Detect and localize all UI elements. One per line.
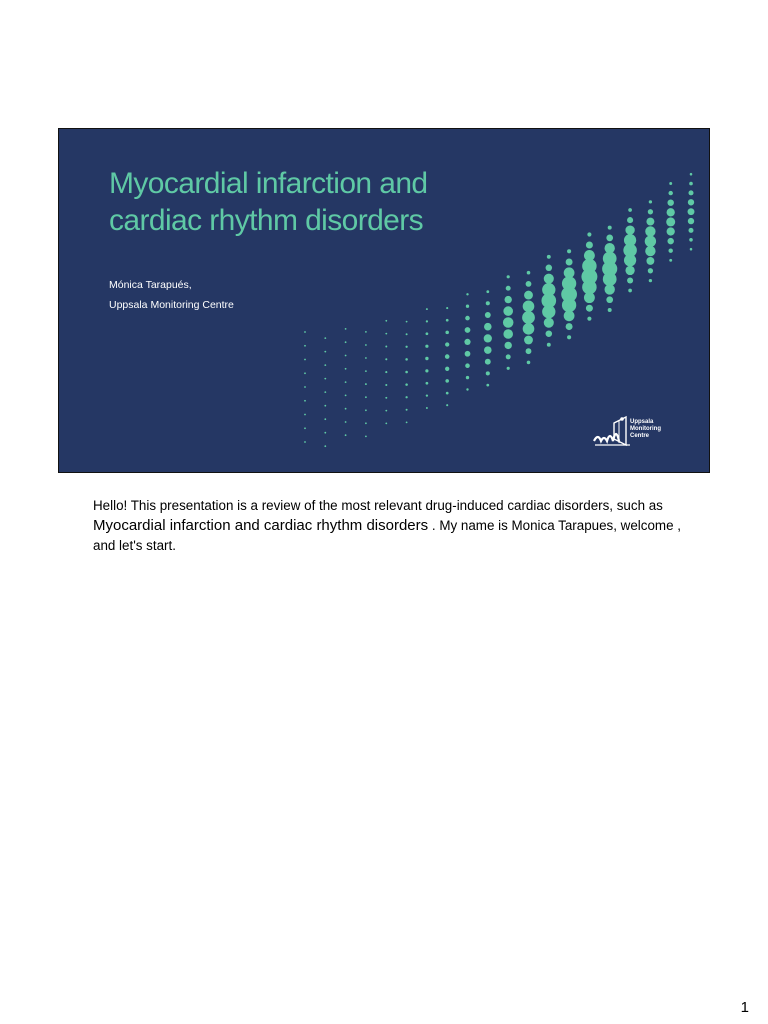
- decorative-dot: [426, 394, 428, 396]
- decorative-dot: [466, 388, 468, 390]
- decorative-dot: [646, 218, 654, 226]
- slide-author: Mónica Tarapués,: [109, 279, 192, 291]
- decorative-dot: [485, 359, 491, 365]
- decorative-dot: [689, 182, 693, 186]
- decorative-dot: [465, 351, 471, 357]
- decorative-dot: [426, 332, 429, 335]
- decorative-dot: [688, 228, 693, 233]
- decorative-dot: [385, 333, 387, 335]
- logo-text-line-3: Centre: [630, 433, 650, 439]
- decorative-dot: [324, 378, 326, 380]
- decorative-dot: [649, 200, 652, 203]
- decorative-dot: [345, 341, 347, 343]
- decorative-dot: [445, 379, 449, 383]
- decorative-dot: [524, 291, 533, 300]
- decorative-dot: [627, 277, 633, 283]
- decorative-dot: [405, 346, 407, 348]
- decorative-dot: [465, 363, 470, 368]
- decorative-dot: [523, 323, 535, 335]
- slide-thumbnail: [58, 128, 710, 473]
- decorative-dot: [345, 368, 347, 370]
- umc-logo: [592, 415, 672, 451]
- decorative-dot: [544, 274, 554, 284]
- decorative-dot: [385, 397, 387, 399]
- decorative-dot: [324, 351, 326, 353]
- decorative-dot: [645, 236, 656, 247]
- decorative-dot: [304, 331, 306, 333]
- slide-organization: Uppsala Monitoring Centre: [109, 299, 234, 311]
- decorative-dot: [646, 257, 654, 265]
- decorative-dot: [542, 305, 555, 318]
- decorative-dot: [546, 330, 553, 337]
- decorative-dot: [645, 226, 655, 236]
- decorative-dot: [304, 441, 306, 443]
- decorative-dot: [567, 249, 571, 253]
- decorative-dot: [426, 308, 428, 310]
- decorative-dot: [464, 339, 470, 345]
- decorative-dot: [624, 254, 636, 266]
- decorative-dot: [667, 227, 675, 235]
- decorative-dot: [666, 217, 675, 226]
- decorative-dot: [445, 342, 449, 346]
- decorative-dot: [628, 208, 632, 212]
- speaker-notes: [93, 496, 693, 556]
- decorative-dot: [405, 358, 408, 361]
- decorative-dot: [603, 272, 617, 286]
- decorative-dot: [324, 432, 326, 434]
- notes-part-2: . My name is Monica Tarapues, welcome , and let's start.: [93, 518, 681, 553]
- decorative-dot: [406, 422, 408, 424]
- decorative-dot: [587, 317, 591, 321]
- decorative-dot: [506, 286, 511, 291]
- decorative-dot: [304, 427, 306, 429]
- logo-text: [630, 419, 661, 440]
- decorative-dot: [484, 334, 492, 342]
- decorative-dot: [405, 383, 408, 386]
- decorative-dot: [524, 336, 533, 345]
- decorative-dot: [446, 392, 449, 395]
- decorative-dot: [405, 371, 408, 374]
- decorative-dot: [669, 182, 672, 185]
- decorative-dot: [385, 346, 387, 348]
- slide-title: [109, 165, 529, 239]
- decorative-dot: [608, 308, 612, 312]
- decorative-dot: [385, 423, 387, 425]
- decorative-dot: [365, 357, 367, 359]
- decorative-dot: [345, 408, 347, 410]
- decorative-dot: [405, 396, 407, 398]
- decorative-dot: [503, 317, 514, 328]
- decorative-dot: [625, 225, 634, 234]
- decorative-dot: [564, 310, 575, 321]
- decorative-dot: [648, 209, 653, 214]
- decorative-dot: [324, 391, 326, 393]
- decorative-dot: [466, 376, 469, 379]
- decorative-dot: [385, 358, 387, 360]
- decorative-dot: [465, 327, 471, 333]
- decorative-dot: [304, 400, 306, 402]
- decorative-dot: [445, 331, 449, 335]
- notes-part-1: Hello! This presentation is a review of the most relevant drug-induced cardiac disorders, such as: [93, 498, 663, 513]
- decorative-dot: [523, 300, 535, 312]
- decorative-dot: [304, 359, 306, 361]
- decorative-dot: [527, 271, 531, 275]
- decorative-dot: [649, 279, 652, 282]
- decorative-dot: [365, 370, 367, 372]
- decorative-dot: [503, 306, 513, 316]
- decorative-dot: [688, 190, 693, 195]
- decorative-dot: [526, 281, 532, 287]
- decorative-dot: [304, 386, 306, 388]
- logo-text-line-1: Uppsala: [630, 419, 654, 425]
- decorative-dot: [667, 199, 673, 205]
- decorative-dot: [466, 305, 469, 308]
- decorative-dot: [544, 318, 554, 328]
- decorative-dot: [547, 343, 551, 347]
- decorative-dot: [627, 217, 633, 223]
- decorative-dot: [605, 284, 615, 294]
- decorative-dot: [505, 342, 512, 349]
- decorative-dot: [566, 323, 573, 330]
- decorative-dot: [365, 331, 367, 333]
- decorative-dot: [466, 293, 468, 295]
- decorative-dot: [486, 301, 490, 305]
- decorative-dot: [445, 354, 450, 359]
- decorative-dot: [645, 246, 655, 256]
- decorative-dot: [345, 434, 347, 436]
- decorative-dot: [486, 371, 490, 375]
- decorative-dot: [587, 232, 591, 236]
- decorative-dot: [503, 329, 513, 339]
- decorative-dot: [324, 337, 326, 339]
- decorative-dot: [648, 268, 653, 273]
- decorative-dot: [425, 345, 428, 348]
- decorative-dot: [324, 418, 326, 420]
- decorative-dot: [365, 396, 367, 398]
- decorative-dot: [484, 323, 492, 331]
- decorative-dot: [345, 355, 347, 357]
- decorative-dot: [345, 328, 347, 330]
- decorative-dot: [667, 208, 675, 216]
- decorative-dot: [628, 289, 632, 293]
- decorative-dot: [486, 290, 489, 293]
- decorative-dot: [426, 320, 428, 322]
- slide-title-line-1: Myocardial infarction and: [109, 167, 428, 200]
- decorative-dot: [690, 248, 693, 251]
- decorative-dot: [385, 320, 387, 322]
- decorative-dot: [586, 241, 593, 248]
- decorative-dot: [688, 218, 694, 224]
- decorative-dot: [446, 307, 448, 309]
- decorative-dot: [385, 410, 387, 412]
- decorative-dot: [365, 422, 367, 424]
- decorative-dot: [465, 316, 470, 321]
- decorative-dot: [486, 384, 489, 387]
- decorative-dot: [425, 369, 428, 372]
- decorative-dot: [484, 346, 492, 354]
- decorative-dot: [608, 226, 612, 230]
- decorative-dot: [385, 384, 387, 386]
- decorative-dot: [625, 266, 634, 275]
- notes-highlight: Myocardial infarction and cardiac rhythm disorders: [93, 517, 429, 534]
- decorative-dot: [385, 371, 387, 373]
- decorative-dot: [485, 312, 491, 318]
- decorative-dot: [689, 238, 693, 242]
- decorative-dot: [304, 414, 306, 416]
- decorative-dot: [507, 367, 510, 370]
- decorative-dot: [688, 199, 694, 205]
- decorative-dot: [690, 173, 693, 176]
- decorative-dot: [304, 345, 306, 347]
- decorative-dot: [547, 255, 551, 259]
- decorative-dot: [562, 298, 576, 312]
- decorative-dot: [546, 265, 553, 272]
- decorative-dot: [606, 296, 613, 303]
- decorative-dot: [522, 311, 535, 324]
- decorative-dot: [445, 367, 449, 371]
- decorative-dot: [526, 348, 532, 354]
- decorative-dot: [505, 296, 512, 303]
- decorative-dot: [406, 321, 408, 323]
- decorative-dot: [425, 357, 428, 360]
- decorative-dot: [345, 381, 347, 383]
- decorative-dot: [446, 319, 449, 322]
- decorative-dot: [669, 259, 672, 262]
- page-number: 1: [740, 999, 749, 1016]
- umc-logo-icon: [592, 415, 634, 451]
- decorative-dot: [507, 275, 510, 278]
- slide-title-line-2: cardiac rhythm disorders: [109, 204, 424, 237]
- decorative-dot: [567, 335, 571, 339]
- decorative-dot: [426, 382, 429, 385]
- decorative-dot: [688, 208, 695, 215]
- decorative-dot: [446, 404, 448, 406]
- decorative-dot: [527, 361, 531, 365]
- decorative-dot: [426, 407, 428, 409]
- decorative-dot: [324, 405, 326, 407]
- decorative-dot: [566, 259, 573, 266]
- decorative-dot: [365, 409, 367, 411]
- decorative-dot: [506, 354, 511, 359]
- decorative-dot: [668, 191, 672, 195]
- decorative-dot: [365, 436, 367, 438]
- decorative-dot: [324, 364, 326, 366]
- decorative-dot: [667, 238, 673, 244]
- decorative-dot: [586, 305, 593, 312]
- logo-text-line-2: Monitoring: [630, 426, 661, 432]
- decorative-dot: [365, 383, 367, 385]
- decorative-dot: [345, 395, 347, 397]
- decorative-dot: [406, 409, 408, 411]
- decorative-dot: [668, 248, 672, 252]
- decorative-dot: [406, 333, 408, 335]
- decorative-dot: [345, 421, 347, 423]
- decorative-dot: [304, 372, 306, 374]
- decorative-dot: [584, 292, 595, 303]
- decorative-dot: [324, 445, 326, 447]
- decorative-dot: [365, 344, 367, 346]
- decorative-dot: [606, 235, 613, 242]
